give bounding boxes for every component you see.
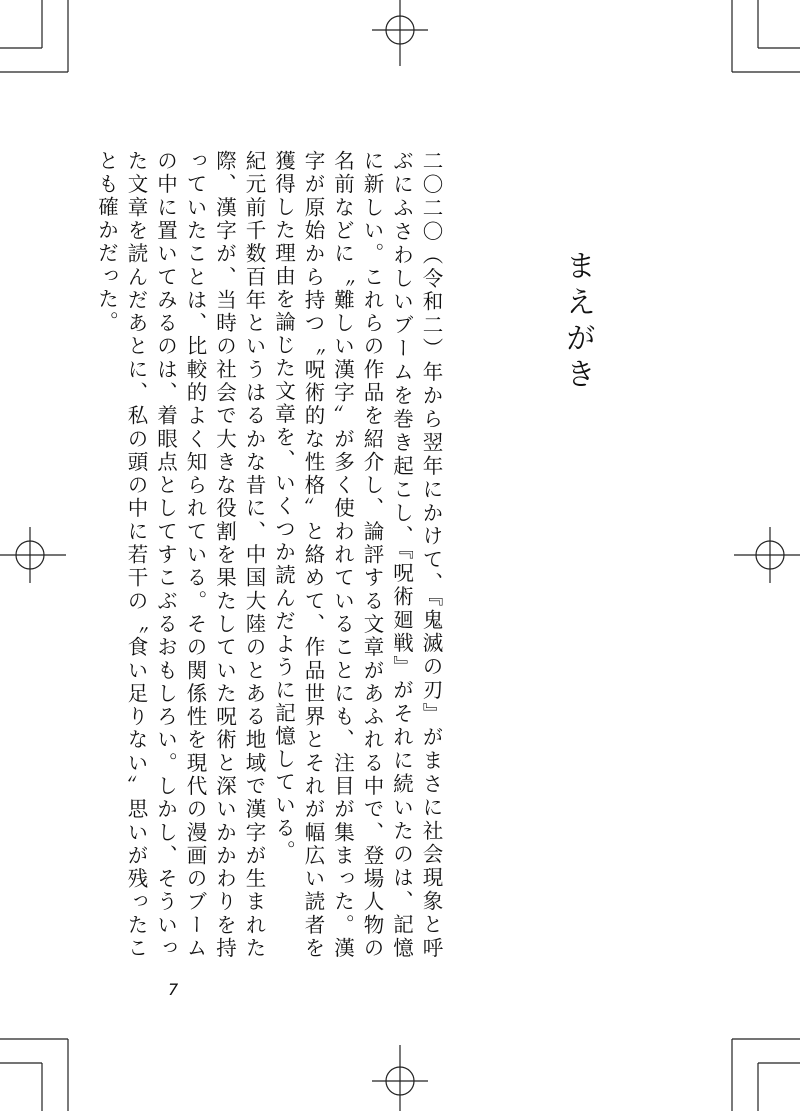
paragraph: 紀元前千数百年というはるかな昔に、中国大陸のとある地域で漢字が生まれた際、漢字が、当時の社会で大きな役割を果たしていた呪術と深いかかわりを持っていたことは、比較的よく知られている。その関係性を現代の漫画のブームの中に置いてみるのは、着眼点としてすこぶるおもしろい。しかし、そういった文章を読んだあとに、私の頭の中に若干の〝食い足りない〟思いが残ったことも確かだった。 <box>94 150 266 960</box>
corner-mark-top-left <box>0 0 68 72</box>
paragraph: 二〇二〇（令和二）年から翌年にかけて、『鬼滅の刃』がまさに社会現象と呼ぶにふさわしいブームを巻き起こし、『呪術廻戦』がそれに続いたのは、記憶に新しい。これらの作品を紹介し、論評する文章があふれる中で、登場人物の名前などに〝難しい漢字〟が多く使われていることにも、注目が集まった。漢字が原始から持つ〝呪術的な性格〟と絡めて、作品世界とそれが幅広い読者を獲得した理由を論じた文章を、いくつか読んだように記憶している。 <box>271 150 443 960</box>
corner-mark-bottom-right <box>732 1039 800 1111</box>
registration-mark-left <box>0 527 66 583</box>
page-number: 7 <box>168 980 179 999</box>
corner-mark-top-right <box>732 0 800 72</box>
registration-mark-right <box>734 527 800 583</box>
body-text <box>94 150 445 960</box>
page-title: まえがき <box>560 250 595 394</box>
registration-mark-top <box>372 0 428 66</box>
corner-mark-bottom-left <box>0 1039 68 1111</box>
registration-mark-bottom <box>372 1045 428 1111</box>
